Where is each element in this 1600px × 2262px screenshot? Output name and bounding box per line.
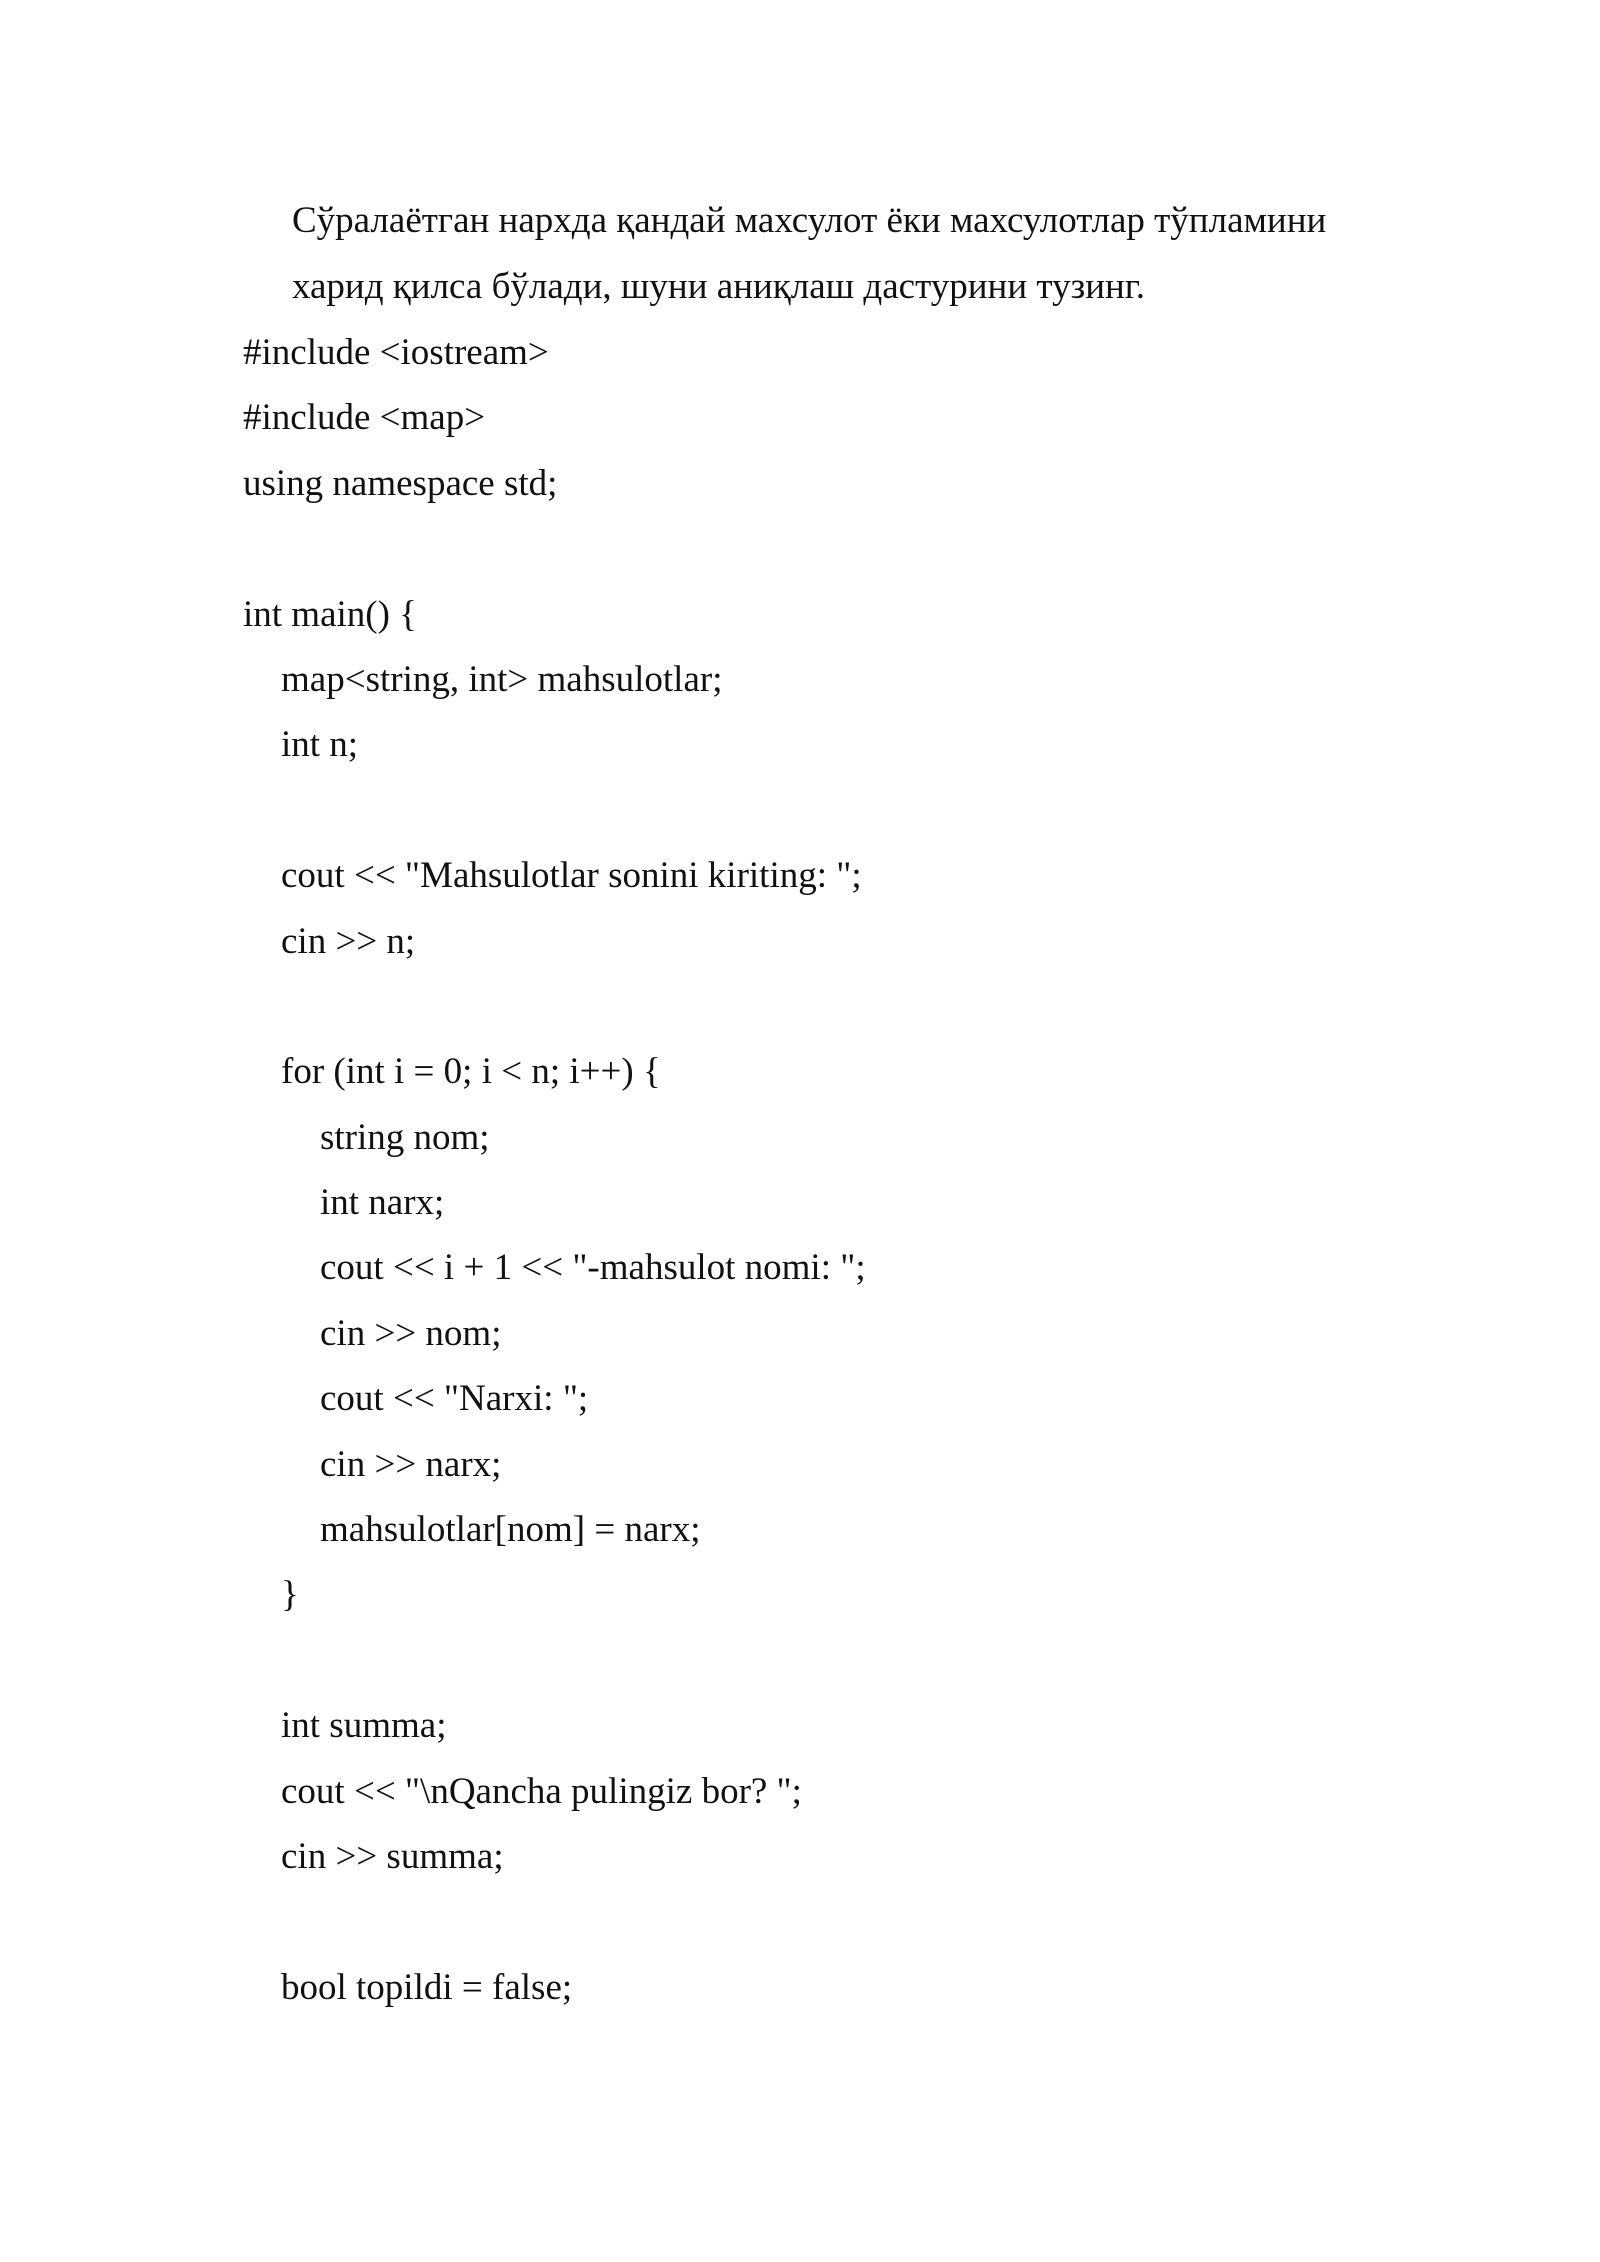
code-line: cin >> summa; xyxy=(281,1835,504,1877)
code-blank-line xyxy=(243,974,1443,1039)
code-line: cout << "\nQancha pulingiz bor? "; xyxy=(281,1770,802,1812)
task-statement xyxy=(292,188,1472,320)
code-line: for (int i = 0; i < n; i++) { xyxy=(281,1051,661,1093)
code-line: cin >> nom; xyxy=(320,1312,502,1354)
code-line: map<string, int> mahsulotlar; xyxy=(281,658,723,700)
code-blank-line xyxy=(243,1628,1443,1693)
code-line: int n; xyxy=(281,724,359,766)
code-line: int narx; xyxy=(320,1182,445,1224)
code-line: mahsulotlar[nom] = narx; xyxy=(320,1509,701,1551)
code-line: bool topildi = false; xyxy=(281,1966,573,2008)
code-line: cout << i + 1 << "-mahsulot nomi: "; xyxy=(320,1247,866,1289)
code-blank-line xyxy=(243,516,1443,581)
code-blank-line xyxy=(243,1889,1443,1954)
code-line: int main() { xyxy=(243,593,417,635)
code-listing xyxy=(243,320,1443,2020)
code-line: cout << "Mahsulotlar sonini kiriting: "; xyxy=(281,855,862,897)
task-line-2: харид қилса бўлади, шуни аниқлаш дастурини тузинг. xyxy=(292,266,1146,307)
code-line: using namespace std; xyxy=(243,462,558,504)
code-line: } xyxy=(281,1574,299,1616)
task-line-1: Сўралаётган нархда қандай махсулот ёки махсулотлар тўпламини xyxy=(292,200,1327,241)
code-line: string nom; xyxy=(320,1116,490,1158)
code-line: int summa; xyxy=(281,1705,447,1747)
code-line: cin >> n; xyxy=(281,920,416,962)
code-line: cin >> narx; xyxy=(320,1443,502,1485)
code-line: #include <map> xyxy=(243,397,486,439)
code-blank-line xyxy=(243,778,1443,843)
code-line: cout << "Narxi: "; xyxy=(320,1378,589,1420)
code-line: #include <iostream> xyxy=(243,332,549,373)
